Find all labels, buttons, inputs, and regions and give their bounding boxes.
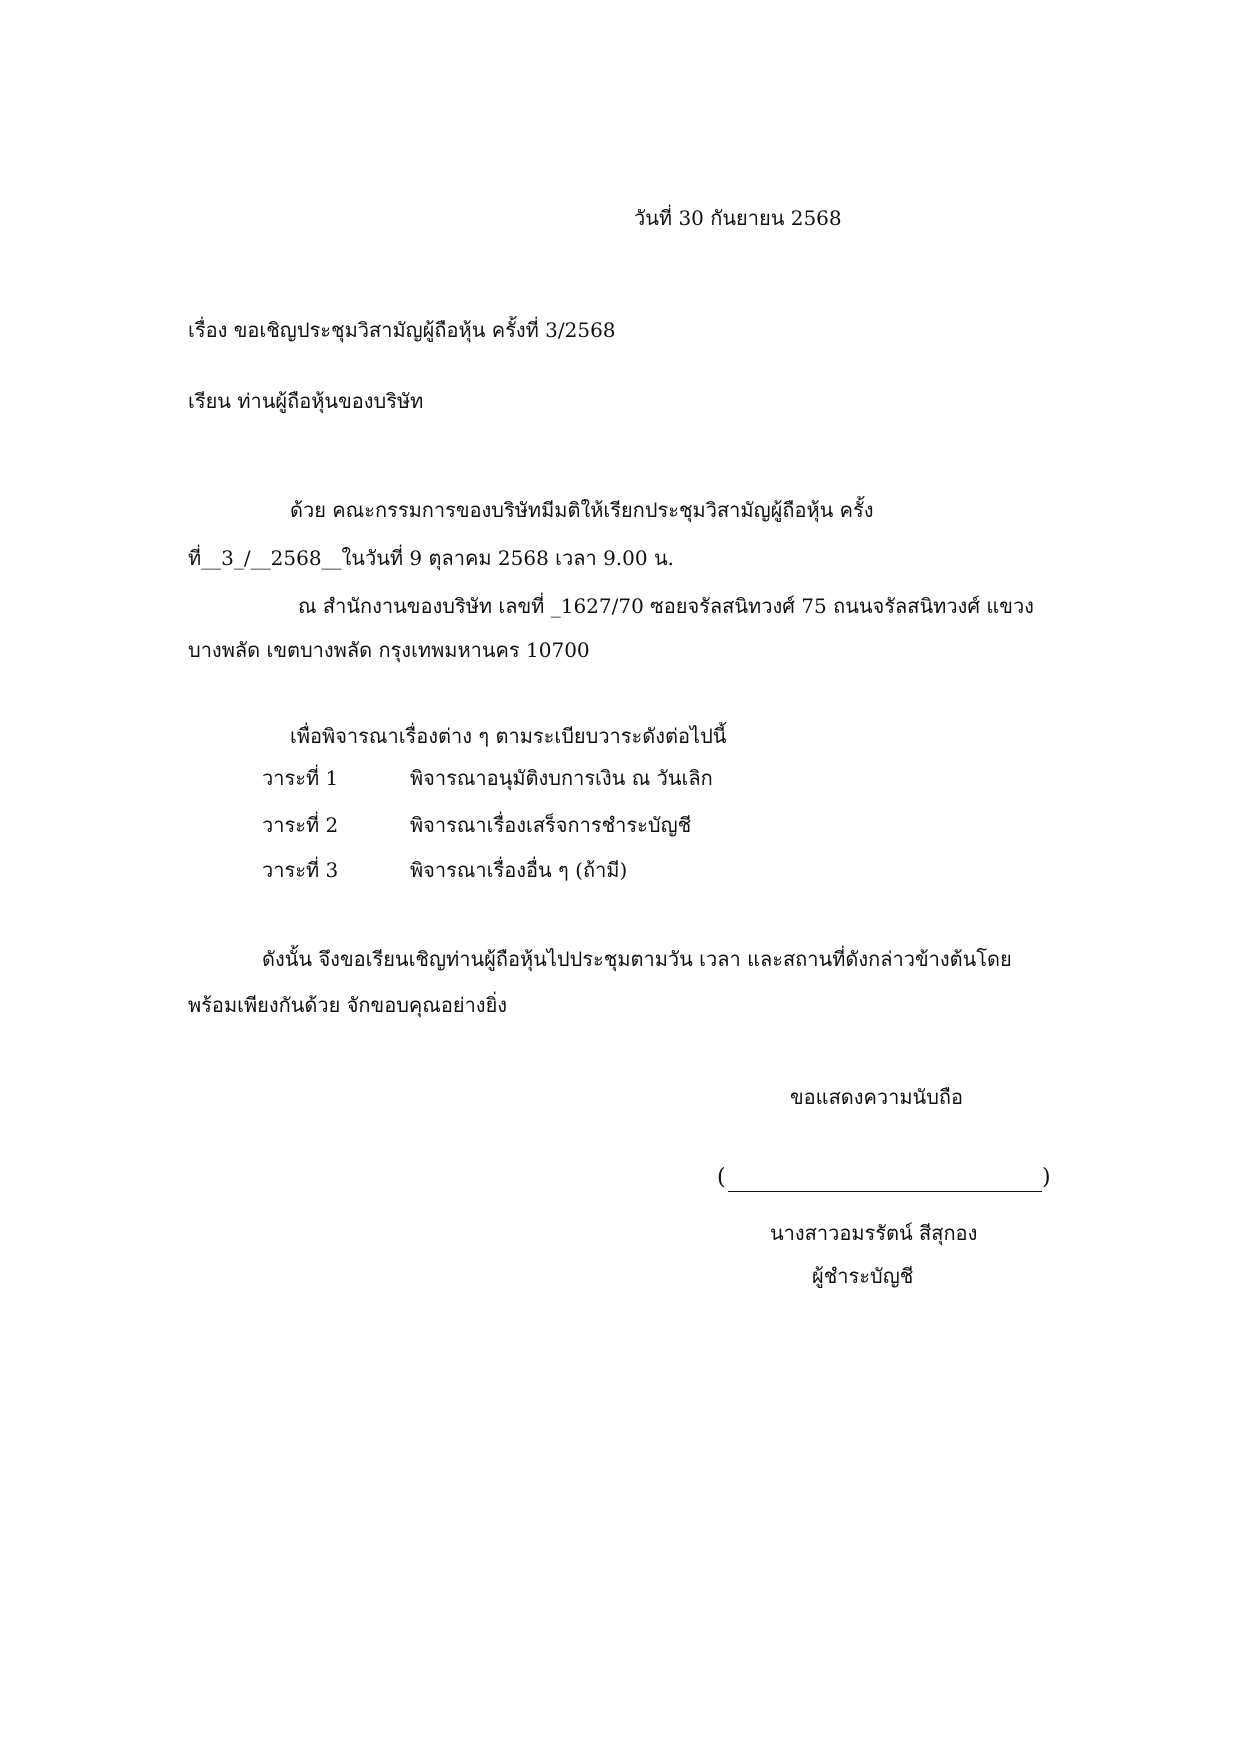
letter-subject: เรื่อง ขอเชิญประชุมวิสามัญผู้ถือหุ้น ครั้งที่ 3/2568 [188, 318, 616, 342]
regards-text: ขอแสดงความนับถือ [790, 1085, 964, 1109]
body-para1-line1: ด้วย คณะกรรมการของบริษัทมีมติให้เรียกประชุมวิสามัญผู้ถือหุ้น ครั้ง [290, 498, 874, 522]
agenda-item-2-label: วาระที่ 2 [262, 813, 339, 837]
signatory-title: ผู้ชำระบัญชี [812, 1264, 914, 1288]
signature-line [728, 1191, 1042, 1192]
closing-para-line2: พร้อมเพียงกันด้วย จักขอบคุณอย่างยิ่ง [188, 993, 508, 1017]
closing-para-line1: ดังนั้น จึงขอเรียนเชิญท่านผู้ถือหุ้นไปประชุมตามวัน เวลา และสถานที่ดังกล่าวข้างต้นโดย [262, 947, 1012, 971]
body-para1-line4: บางพลัด เขตบางพลัด กรุงเทพมหานคร 10700 [188, 638, 590, 662]
agenda-item-3-label: วาระที่ 3 [262, 858, 339, 882]
agenda-item-1-label: วาระที่ 1 [262, 766, 339, 790]
body-para1-line2: ที่__3_/__2568__ในวันที่ 9 ตุลาคม 2568 เวลา 9.00 น. [188, 546, 674, 570]
letter-date: วันที่ 30 กันยายน 2568 [634, 206, 842, 230]
letter-salutation: เรียน ท่านผู้ถือหุ้นของบริษัท [188, 389, 424, 413]
signatory-name: นางสาวอมรรัตน์ สีสุกอง [770, 1221, 978, 1245]
agenda-intro: เพื่อพิจารณาเรื่องต่าง ๆ ตามระเบียบวาระดังต่อไปนี้ [290, 724, 727, 748]
agenda-item-3-text: พิจารณาเรื่องอื่น ๆ (ถ้ามี) [410, 858, 628, 882]
signature-open-paren: ( [717, 1165, 726, 1190]
agenda-item-2-text: พิจารณาเรื่องเสร็จการชำระบัญชี [410, 813, 692, 837]
signature-close-paren: ) [1042, 1165, 1051, 1190]
body-para1-line3: ณ สำนักงานของบริษัท เลขที่ _1627/70 ซอยจรัลสนิทวงศ์ 75 ถนนจรัลสนิทวงศ์ แขวง [298, 594, 1034, 618]
agenda-item-1-text: พิจารณาอนุมัติงบการเงิน ณ วันเลิก [410, 766, 713, 790]
